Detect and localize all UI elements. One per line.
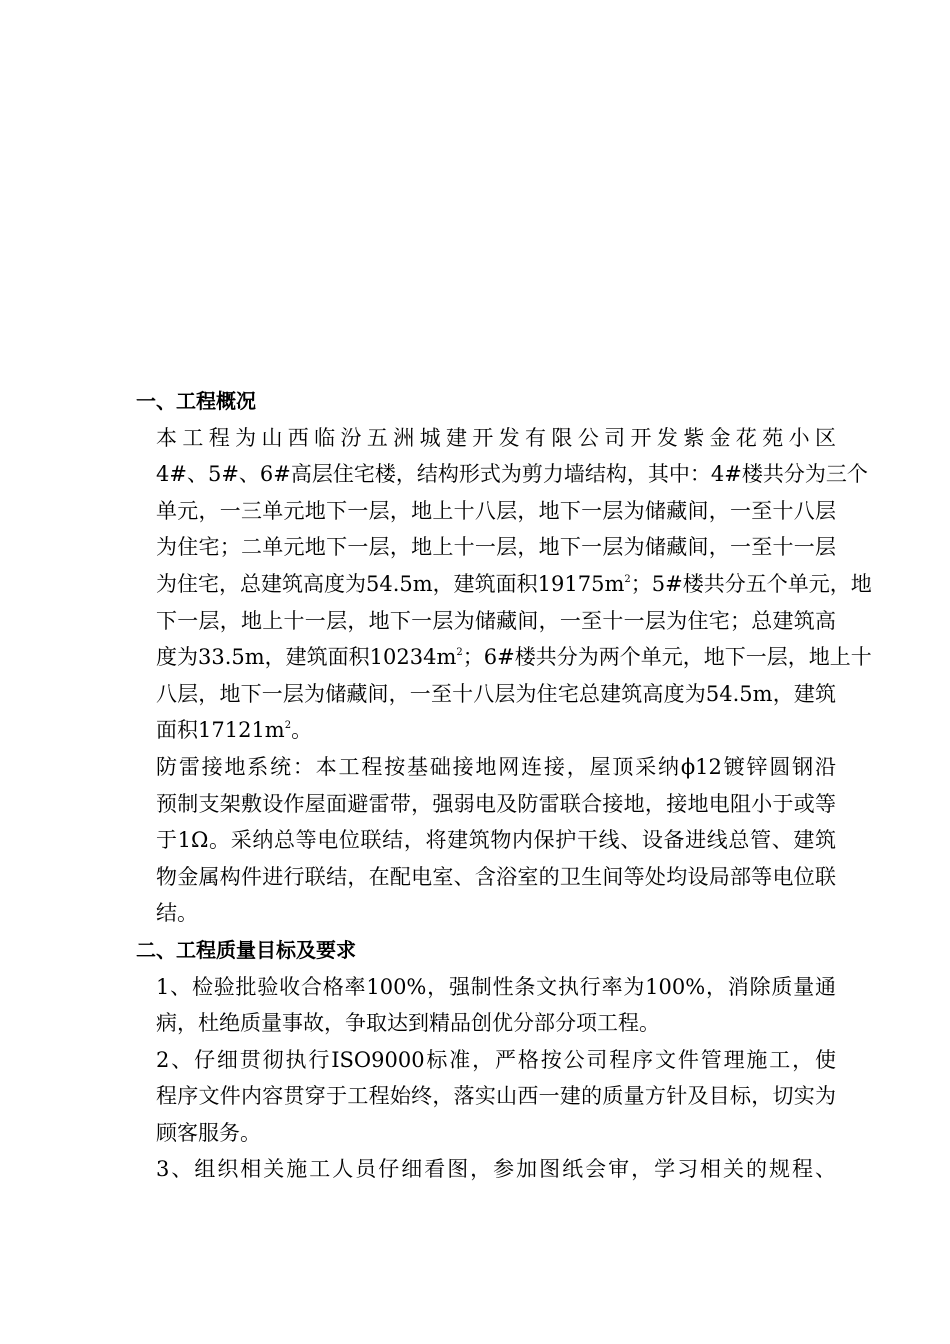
text-line	[112, 712, 836, 749]
text-line: 1、检验批验收合格率100%，强制性条文执行率为100%，消除质量通	[156, 974, 836, 999]
text-line: 预制支架敷设作屋面避雷带，强弱电及防雷联合接地，接地电阻小于或等	[156, 791, 836, 816]
text-line: 本工程为山西临汾五洲城建开发有限公司开发紫金花苑小区	[156, 425, 836, 450]
document-body	[112, 383, 872, 1188]
list-item-quality-goal-2	[112, 1042, 836, 1152]
text-line: 程序文件内容贯穿于工程始终，落实山西一建的质量方针及目标，切实为	[156, 1084, 836, 1109]
paragraph-project-description	[112, 420, 872, 749]
text-line: 单元，一三单元地下一层，地上十八层，地下一层为储藏间，一至十八层	[156, 498, 836, 523]
section-heading-quality-goals: 二、工程质量目标及要求	[136, 937, 356, 962]
text-line: 物金属构件进行联结，在配电室、含浴室的卫生间等处均设局部等电位联	[156, 864, 836, 889]
text-line: 病，杜绝质量事故，争取达到精品创优分部分项工程。	[156, 1011, 660, 1036]
superscript-2: 2	[456, 647, 463, 659]
list-item-quality-goal-1	[112, 969, 836, 1042]
superscript-2: 2	[624, 573, 631, 585]
text-line: 防雷接地系统：本工程按基础接地网连接，屋顶采纳ϕ12镀锌圆钢沿	[156, 754, 836, 779]
text-line: 为住宅；二单元地下一层，地上十一层，地下一层为储藏间，一至十一层	[156, 535, 836, 560]
text-line: 顾客服务。	[156, 1120, 261, 1145]
text-run: ；6#楼共分为两个单元，地下一层，地上十	[462, 645, 872, 670]
text-line: 八层，地下一层为储藏间，一至十八层为住宅总建筑高度为54.5m，建筑	[156, 681, 836, 706]
text-line: 2、仔细贯彻执行ISO9000标准，严格按公司程序文件管理施工，使	[156, 1047, 836, 1072]
text-line: 于1Ω。采纳总等电位联结，将建筑物内保护干线、设备进线总管、建筑	[156, 828, 836, 853]
text-line	[112, 639, 872, 676]
text-run: ；5#楼共分五个单元，地	[630, 571, 872, 596]
text-run: 度为33.5m，建筑面积10234m	[156, 645, 457, 670]
text-line: 下一层，地上十一层，地下一层为储藏间，一至十一层为住宅；总建筑高	[156, 608, 836, 633]
text-line	[112, 566, 872, 603]
list-item-quality-goal-3	[112, 1151, 836, 1188]
text-line: 结。	[156, 901, 198, 926]
text-run: 。	[291, 718, 313, 743]
text-run: 为住宅，总建筑高度为54.5m，建筑面积19175m	[156, 571, 625, 596]
text-line: 3、组织相关施工人员仔细看图，参加图纸会审，学习相关的规程、	[156, 1157, 836, 1182]
paragraph-lightning-protection	[112, 749, 836, 932]
section-heading-project-overview: 一、工程概况	[136, 389, 256, 413]
text-run: 面积17121m	[156, 718, 285, 743]
superscript-2: 2	[284, 720, 292, 732]
text-line: 4#、5#、6#高层住宅楼，结构形式为剪力墙结构，其中：4#楼共分为三个	[156, 462, 868, 487]
